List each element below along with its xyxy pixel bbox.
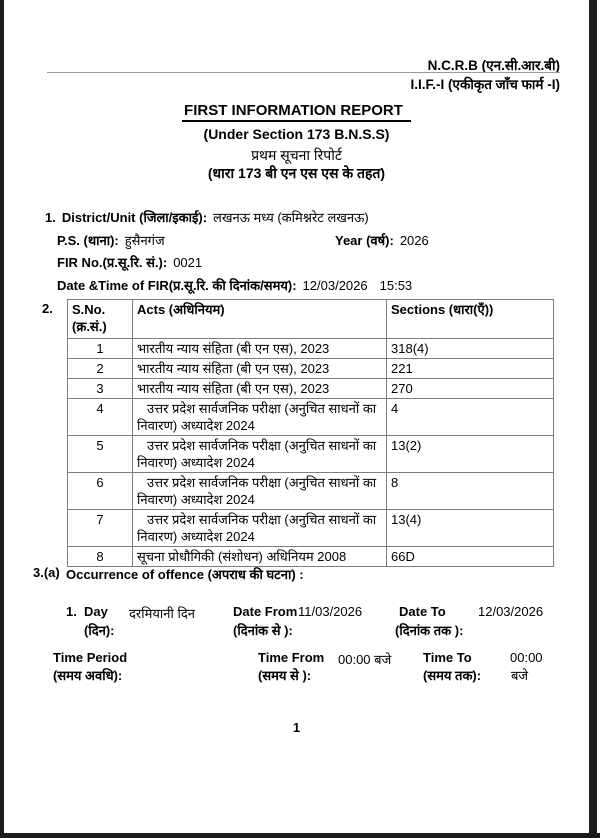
section3-number: 3.(a) — [33, 565, 60, 580]
section-cell: 270 — [387, 379, 554, 399]
section-cell: 66D — [387, 547, 554, 567]
page-number: 1 — [292, 720, 301, 735]
sno-cell: 8 — [68, 547, 133, 567]
sno-cell: 3 — [68, 379, 133, 399]
occurrence-item-number: 1. — [66, 604, 77, 619]
section-cell: 13(4) — [387, 510, 554, 547]
sno-cell: 1 — [68, 339, 133, 359]
col-header-acts: Acts (अधिनियम) — [133, 300, 387, 339]
iif-form-line: I.I.F.-I (एकीकृत जाँच फार्म -I) — [410, 77, 560, 92]
district-line — [45, 208, 369, 226]
ncrb-org-line: N.C.R.B (एन.सी.आर.बी) — [427, 58, 560, 73]
section-cell: 13(2) — [387, 436, 554, 473]
sno-cell: 6 — [68, 473, 133, 510]
acts-table-row — [68, 473, 554, 510]
section1-number: 1. — [45, 210, 56, 225]
time-to-value: 00:00 — [510, 650, 543, 665]
date-from-label-hindi: (दिनांक से ): — [233, 623, 293, 638]
fir-time-value: 15:53 — [379, 278, 413, 293]
acts-sections-table — [67, 299, 554, 567]
time-to-value-unit: बजे — [511, 668, 529, 683]
acts-table-row — [68, 510, 554, 547]
act-cell: उत्तर प्रदेश सार्वजनिक परीक्षा (अनुचित साधनों का निवारण) अध्यादेश 2024 — [133, 436, 387, 473]
date-to-label-hindi: (दिनांक तक ): — [395, 623, 464, 638]
sno-cell: 5 — [68, 436, 133, 473]
document-subtitle: (Under Section 173 B.N.S.S) — [203, 126, 390, 142]
act-cell: भारतीय न्याय संहिता (बी एन एस), 2023 — [133, 359, 387, 379]
col-header-sections: Sections (धारा(एँ)) — [387, 300, 554, 339]
acts-table-row — [68, 339, 554, 359]
document-title: FIRST INFORMATION REPORT — [4, 102, 589, 119]
act-cell: उत्तर प्रदेश सार्वजनिक परीक्षा (अनुचित साधनों का निवारण) अध्यादेश 2024 — [133, 399, 387, 436]
year-value: 2026 — [399, 233, 429, 248]
day-value: दरमियानी दिन — [129, 606, 195, 621]
section-cell: 8 — [387, 473, 554, 510]
occurrence-heading: Occurrence of offence (अपराध की घटना) : — [66, 567, 304, 582]
fir-datetime-label: Date &Time of FIR(प्र.सू.रि. की दिनांक/समय): — [57, 278, 297, 293]
time-from-label-hindi: (समय से ): — [258, 668, 312, 683]
acts-table-row — [68, 379, 554, 399]
acts-table-header-row — [68, 300, 554, 339]
page-edge-right — [589, 0, 597, 838]
district-label: District/Unit (जिला/इकाई): — [61, 210, 208, 225]
year-label: Year (वर्ष): — [335, 233, 394, 248]
day-label-hindi: (दिन): — [84, 623, 115, 638]
time-period-label-hindi: (समय अवधि): — [53, 668, 123, 683]
ps-line — [57, 231, 165, 249]
fir-datetime-line — [57, 276, 412, 294]
acts-table-row — [68, 436, 554, 473]
sno-cell: 4 — [68, 399, 133, 436]
act-cell: भारतीय न्याय संहिता (बी एन एस), 2023 — [133, 339, 387, 359]
document-subtitle-hindi: (धारा 173 बी एन एस एस के तहत) — [207, 165, 386, 181]
day-label: Day — [84, 604, 108, 619]
acts-table-row — [68, 359, 554, 379]
act-cell: उत्तर प्रदेश सार्वजनिक परीक्षा (अनुचित साधनों का निवारण) अध्यादेश 2024 — [133, 510, 387, 547]
act-cell: उत्तर प्रदेश सार्वजनिक परीक्षा (अनुचित साधनों का निवारण) अध्यादेश 2024 — [133, 473, 387, 510]
time-from-label: Time From — [258, 650, 325, 665]
acts-table-row — [68, 547, 554, 567]
section-cell: 318(4) — [387, 339, 554, 359]
date-from-label: Date From — [233, 604, 298, 619]
date-to-label: Date To — [399, 604, 446, 619]
header-divider — [47, 72, 560, 73]
district-value: लखनऊ मध्य (कमिश्नरेट लखनऊ) — [213, 210, 369, 225]
document-title-hindi: प्रथम सूचना रिपोर्ट — [251, 147, 342, 163]
date-to-value: 12/03/2026 — [478, 604, 544, 619]
section-cell: 4 — [387, 399, 554, 436]
sno-cell: 7 — [68, 510, 133, 547]
time-from-value: 00:00 बजे — [338, 652, 392, 667]
time-to-label: Time To — [423, 650, 472, 665]
time-to-label-hindi: (समय तक): — [423, 668, 482, 683]
fir-no-line — [57, 253, 202, 271]
act-cell: भारतीय न्याय संहिता (बी एन एस), 2023 — [133, 379, 387, 399]
acts-table-row — [68, 399, 554, 436]
col-header-sno: S.No. (क्र.सं.) — [68, 300, 133, 339]
fir-no-label: FIR No.(प्र.सू.रि. सं.): — [57, 255, 168, 270]
year-line — [335, 231, 429, 249]
ps-label: P.S. (थाना): — [57, 233, 119, 248]
time-period-label: Time Period — [53, 650, 128, 665]
fir-no-value: 0021 — [173, 255, 203, 270]
section-cell: 221 — [387, 359, 554, 379]
ps-value: हुसैनगंज — [124, 233, 165, 248]
date-from-value: 11/03/2026 — [298, 604, 363, 619]
fir-date-value: 12/03/2026 — [302, 278, 368, 293]
act-cell: सूचना प्रोधौगिकी (संशोधन) अधिनियम 2008 — [133, 547, 387, 567]
page-edge-bottom — [0, 833, 600, 838]
section2-number: 2. — [42, 301, 53, 316]
sno-cell: 2 — [68, 359, 133, 379]
